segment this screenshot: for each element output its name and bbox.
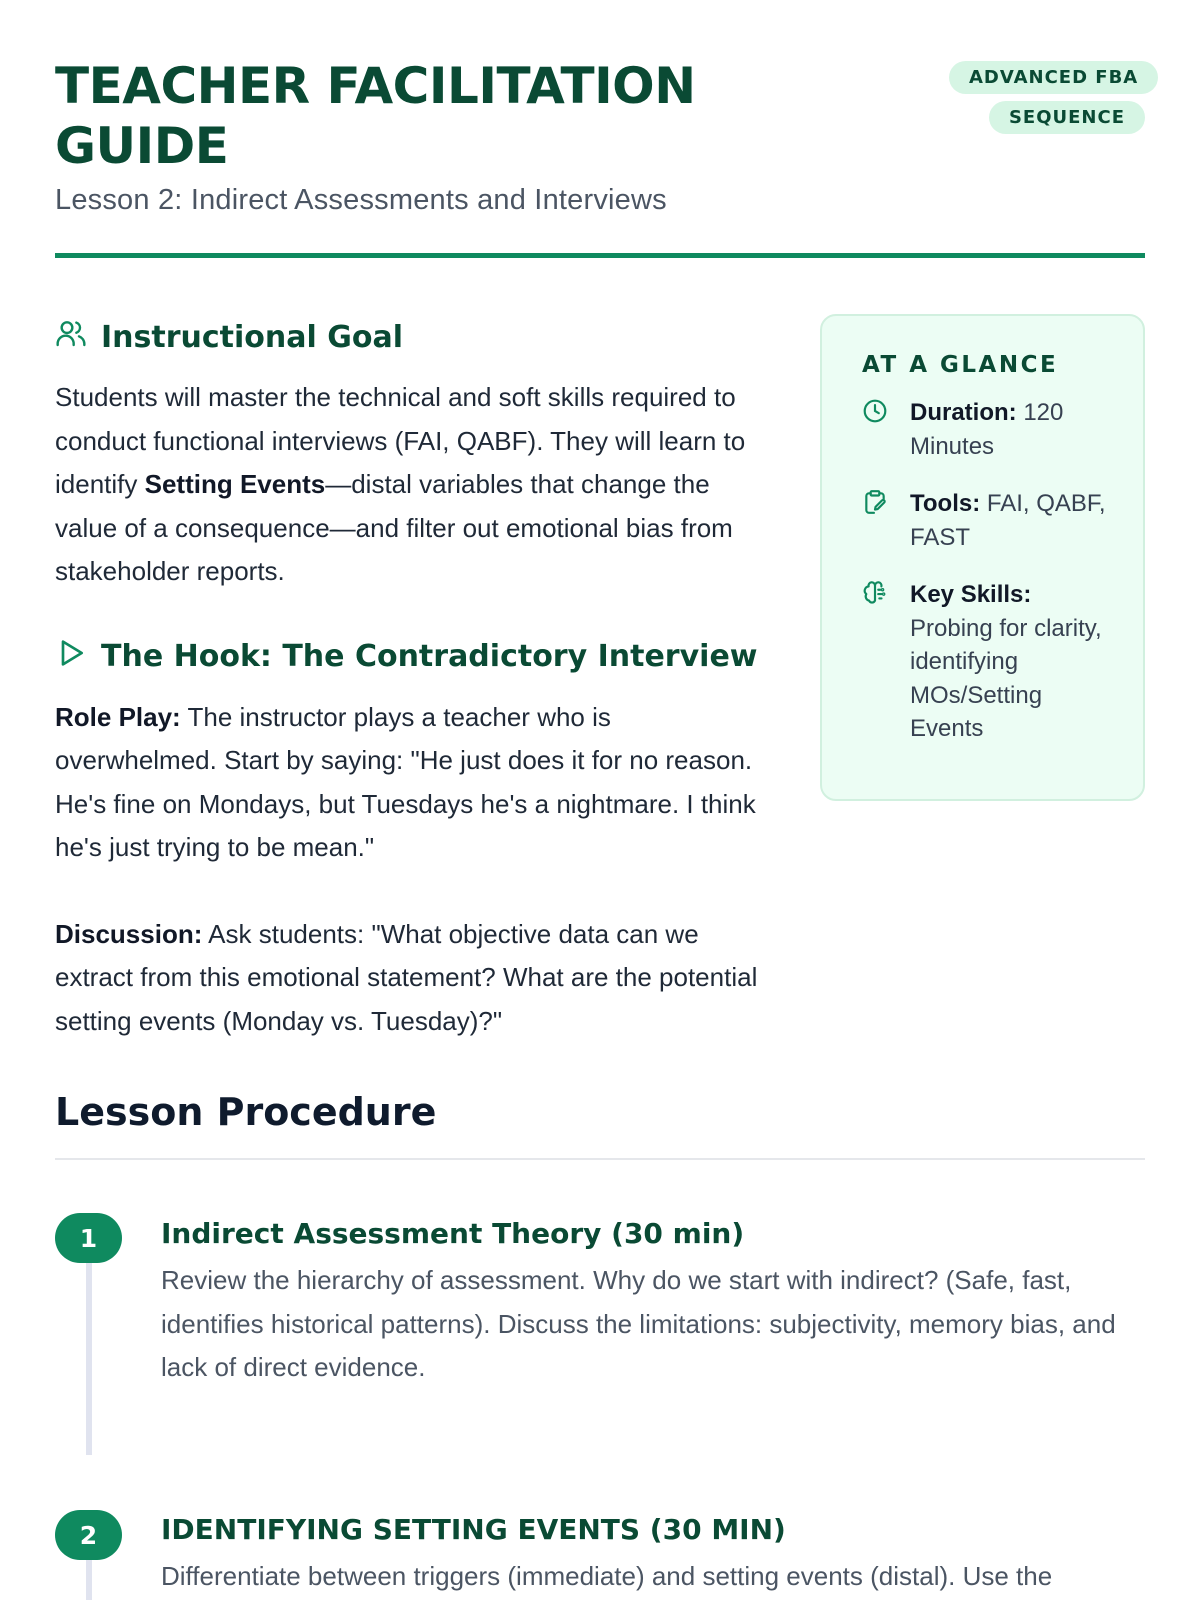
users-icon <box>55 317 87 357</box>
step-1-title: Indirect Assessment Theory (30 min) <box>161 1217 745 1250</box>
discussion-text: Discussion: Ask students: "What objective data can we extract from this emotional statement? What are the potential setting events (Monday vs. Tuesday)?" <box>55 918 758 1036</box>
lesson-procedure-title: Lesson Procedure <box>55 1090 437 1134</box>
page-subtitle: Lesson 2: Indirect Assessments and Interviews <box>55 184 667 216</box>
hook-heading: The Hook: The Contradictory Interview <box>55 634 775 680</box>
glance-duration: Duration: 120 Minutes <box>862 396 1113 463</box>
step-2-number: 2 <box>55 1510 122 1560</box>
step-1-timeline <box>86 1262 92 1455</box>
step-2-description: Differentiate between triggers (immediate) and setting events (distal). Use the <box>161 1561 1053 1591</box>
step-1-description: Review the hierarchy of assessment. Why do we start with indirect? (Safe, fast, identifies historical patterns). Discuss the limitations: subjectivity, memory bias, and lack of direct evidence. <box>161 1265 1116 1382</box>
header-divider <box>55 253 1145 258</box>
instructional-goal-text: Students will master the technical and soft skills required to conduct functional interviews (FAI, QABF). They will learn to identify Setting Events—distal variables that change the value of a consequence—and filter out emotional bias from stakeholder reports. <box>55 382 746 586</box>
procedure-divider <box>55 1158 1145 1160</box>
page-title: TEACHER FACILITATION GUIDE <box>55 57 696 175</box>
facilitation-guide <box>55 0 1145 1600</box>
clock-icon <box>862 396 890 463</box>
step-2-timeline <box>86 1558 92 1600</box>
sequence-badge: ADVANCED FBA SEQUENCE <box>949 58 1145 138</box>
step-1-number: 1 <box>55 1213 122 1263</box>
at-a-glance-card <box>820 314 1145 801</box>
glance-tools: Tools: FAI, QABF, FAST <box>862 487 1113 554</box>
play-icon <box>55 637 87 677</box>
step-2-title: IDENTIFYING SETTING EVENTS (30 MIN) <box>161 1513 786 1546</box>
main-content <box>55 314 775 1043</box>
instructional-goal-heading: Instructional Goal <box>55 314 775 360</box>
brain-icon <box>862 578 890 746</box>
role-play-text: Role Play: The instructor plays a teacher who is overwhelmed. Start by saying: "He just does it for no reason. He's fine on Mondays, but Tuesdays he's a nightmare. I think he's just trying to be mean." <box>55 701 756 862</box>
glance-key-skills: Key Skills: Probing for clarity, identifying MOs/Setting Events <box>862 578 1113 746</box>
at-a-glance-title: AT A GLANCE <box>862 352 1059 378</box>
clipboard-icon <box>862 487 890 554</box>
